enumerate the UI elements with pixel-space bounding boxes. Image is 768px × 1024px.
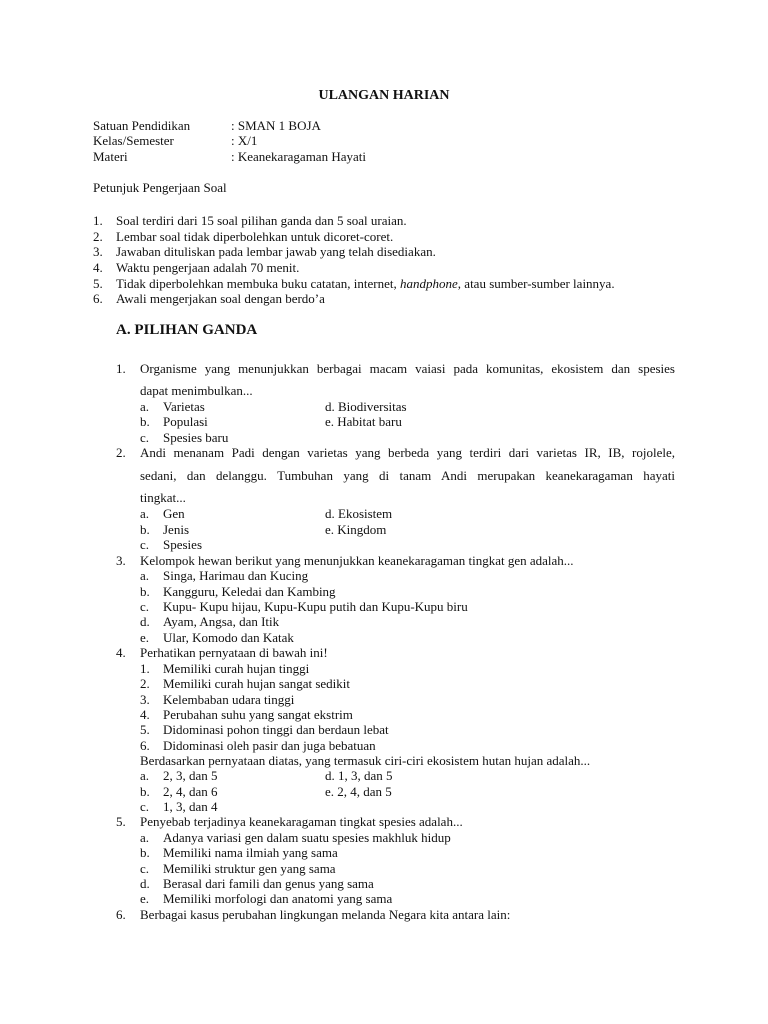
question-number: 6.	[116, 907, 126, 922]
option-label: e.	[140, 630, 150, 645]
page-title: ULANGAN HARIAN	[318, 88, 450, 103]
option-label: c.	[140, 861, 150, 876]
instruction-number: 4.	[93, 260, 103, 275]
statement-text: Kelembaban udara tinggi	[163, 692, 295, 707]
statement-text: Perubahan suhu yang sangat ekstrim	[163, 707, 353, 722]
info-label-school: Satuan Pendidikan	[93, 118, 191, 133]
instruction-number: 2.	[93, 229, 103, 244]
instruction-text: Waktu pengerjaan adalah 70 menit.	[116, 260, 300, 275]
question-text: Organisme yang menunjukkan berbagai macam vaiasi pada komunitas, ekosistem dan spesies	[140, 361, 675, 376]
question-number: 1.	[116, 361, 126, 376]
option-text: Ayam, Angsa, dan Itik	[163, 614, 280, 629]
statement-label: 1.	[140, 661, 150, 676]
option-label: e.	[140, 891, 150, 906]
option-label: b.	[140, 584, 150, 599]
option-label: d.	[140, 614, 150, 629]
option-text: Singa, Harimau dan Kucing	[163, 568, 309, 583]
option-label: a.	[140, 830, 150, 845]
option-text: e. Habitat baru	[325, 414, 402, 429]
instruction-text	[116, 276, 615, 291]
option-label: a.	[140, 506, 150, 521]
option-text: d. Biodiversitas	[325, 399, 407, 414]
instruction-text: Awali mengerjakan soal dengan berdo’a	[116, 291, 325, 306]
instruction-number: 6.	[93, 291, 103, 306]
option-label: a.	[140, 768, 150, 783]
instruction-text: Lembar soal tidak diperbolehkan untuk dicoret-coret.	[116, 229, 394, 244]
option-label: a.	[140, 568, 150, 583]
option-text: 1, 3, dan 4	[163, 799, 218, 814]
option-text: Populasi	[163, 414, 208, 429]
option-text: e. Kingdom	[325, 522, 387, 537]
option-text: Kupu- Kupu hijau, Kupu-Kupu putih dan Kupu-Kupu biru	[163, 599, 468, 614]
question-text: Penyebab terjadinya keanekaragaman tingkat spesies adalah...	[140, 814, 463, 829]
option-label: b.	[140, 845, 150, 860]
option-text: Kangguru, Keledai dan Kambing	[163, 584, 336, 599]
option-text: Gen	[163, 506, 185, 521]
question-text: Perhatikan pernyataan di bawah ini!	[140, 645, 328, 660]
statement-text: Memiliki curah hujan sangat sedikit	[163, 676, 351, 691]
option-label: b.	[140, 784, 150, 799]
info-value-class: : X/1	[231, 133, 258, 148]
option-label: c.	[140, 430, 150, 445]
instruction-number: 3.	[93, 244, 103, 259]
option-label: c.	[140, 599, 150, 614]
option-label: c.	[140, 537, 150, 552]
instruction-number: 1.	[93, 213, 103, 228]
option-text: Memiliki morfologi dan anatomi yang sama	[163, 891, 393, 906]
option-label: b.	[140, 522, 150, 537]
section-heading: A. PILIHAN GANDA	[116, 322, 258, 338]
statement-text: Didominasi oleh pasir dan juga bebatuan	[163, 738, 376, 753]
option-text: Memiliki nama ilmiah yang sama	[163, 845, 338, 860]
option-text: Jenis	[163, 522, 189, 537]
option-text: Ular, Komodo dan Katak	[163, 630, 294, 645]
info-label-class: Kelas/Semester	[93, 133, 174, 148]
instruction-text: Jawaban dituliskan pada lembar jawab yang telah disediakan.	[116, 244, 436, 259]
question-text: Berdasarkan pernyataan diatas, yang termasuk ciri-ciri ekosistem hutan hujan adalah...	[140, 753, 591, 768]
statement-label: 5.	[140, 722, 150, 737]
option-text: e. 2, 4, dan 5	[325, 784, 392, 799]
info-value-subject: : Keanekaragaman Hayati	[231, 149, 366, 164]
question-text: Kelompok hewan berikut yang menunjukkan keanekaragaman tingkat gen adalah...	[140, 553, 574, 568]
question-number: 4.	[116, 645, 126, 660]
instruction-text: Soal terdiri dari 15 soal pilihan ganda dan 5 soal uraian.	[116, 213, 407, 228]
option-label: c.	[140, 799, 150, 814]
option-text: Spesies baru	[163, 430, 229, 445]
statement-text: Memiliki curah hujan tinggi	[163, 661, 310, 676]
option-label: d.	[140, 876, 150, 891]
option-text: Spesies	[163, 537, 202, 552]
option-text: d. 1, 3, dan 5	[325, 768, 393, 783]
info-value-school: : SMAN 1 BOJA	[231, 118, 321, 133]
option-text: Varietas	[163, 399, 205, 414]
instruction-number: 5.	[93, 276, 103, 291]
question-text: sedani, dan delanggu. Tumbuhan yang di tanam Andi merupakan keanekaragaman hayati	[140, 468, 675, 483]
instruction-text-part: Tidak diperbolehkan membuka buku catatan, internet,	[116, 276, 401, 291]
option-text: Adanya variasi gen dalam suatu spesies makhluk hidup	[163, 830, 451, 845]
option-text: d. Ekosistem	[325, 506, 393, 521]
option-text: 2, 4, dan 6	[163, 784, 218, 799]
option-text: Memiliki struktur gen yang sama	[163, 861, 336, 876]
statement-label: 6.	[140, 738, 150, 753]
question-number: 3.	[116, 553, 126, 568]
option-text: 2, 3, dan 5	[163, 768, 218, 783]
question-number: 5.	[116, 814, 126, 829]
statement-label: 4.	[140, 707, 150, 722]
statement-text: Didominasi pohon tinggi dan berdaun lebat	[163, 722, 389, 737]
question-text: dapat menimbulkan...	[140, 383, 253, 398]
instruction-text-part: , atau sumber-sumber lainnya.	[457, 276, 615, 291]
option-text: Berasal dari famili dan genus yang sama	[163, 876, 374, 891]
question-number: 2.	[116, 445, 126, 460]
question-text: Andi menanam Padi dengan varietas yang berbeda yang terdiri dari varietas IR, IB, rojolele,	[140, 445, 675, 460]
statement-label: 2.	[140, 676, 150, 691]
question-text: tingkat...	[140, 490, 186, 505]
instruction-text-italic: handphone	[400, 276, 458, 291]
option-label: a.	[140, 399, 150, 414]
instructions-title: Petunjuk Pengerjaan Soal	[93, 180, 227, 195]
info-label-subject: Materi	[93, 149, 128, 164]
option-label: b.	[140, 414, 150, 429]
question-text: Berbagai kasus perubahan lingkungan melanda Negara kita antara lain:	[140, 907, 511, 922]
statement-label: 3.	[140, 692, 150, 707]
